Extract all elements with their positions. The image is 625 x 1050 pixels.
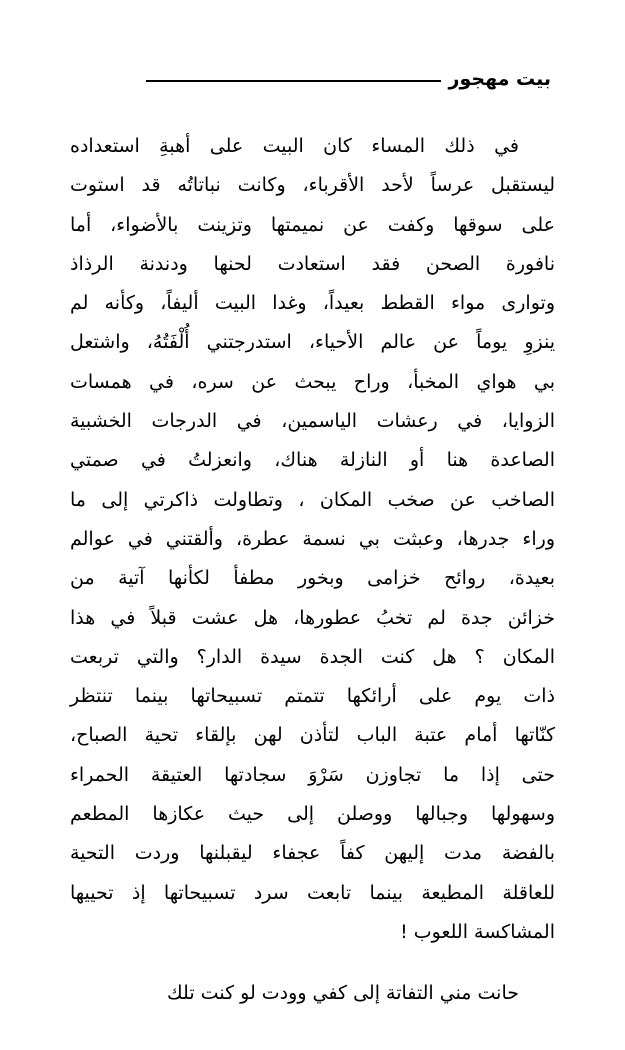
text-line: للعاقلة المطيعة بينما تابعت سرد تسبيحاتها إذ تحييها xyxy=(70,881,555,904)
text-line: بالفضة مدت إليهن كفاً عجفاء ليقبلنها وردت التحية xyxy=(70,842,555,865)
text-line: الصاعدة هنا أو النازلة هناك، وانعزلتُ في صمتي xyxy=(70,449,555,472)
text-line: ليستقبل عرساً لأحد الأقرباء، وكانت نباتاتُه قد استوت xyxy=(70,174,555,197)
body-text xyxy=(70,127,555,1014)
text-line: المشاكسة اللعوب ! xyxy=(400,920,555,943)
text-line: ذات يوم على أرائكها تتمتم تسبيحاتها بينما تنتظر xyxy=(70,685,555,708)
text-line: خزائن جدة لم تخبُ عطورها، هل عشت قبلاً في هذا xyxy=(70,606,555,629)
paragraph-2 xyxy=(70,974,555,1013)
text-line: حانت مني التفاتة إلى كفي وودت لو كنت تلك xyxy=(167,982,519,1005)
text-line: في ذلك المساء كان البيت على أهبةِ استعداده xyxy=(70,135,519,157)
text-line: على سوقها وكفت عن نميمتها وتزينت بالأضواء، أما xyxy=(70,213,555,236)
running-header xyxy=(74,64,551,94)
text-line: بي هواي المخبأ، وراح يبحث عن سره، في همسات xyxy=(70,370,555,393)
text-line: وسهولها وجبالها ووصلن إلى حيث عكازها المطعم xyxy=(70,803,555,826)
text-line: وراء جدرها، وعبثت بي نسمة عطرة، وألقتني في عوالم xyxy=(70,527,555,550)
text-line: كنّاتها أمام عتبة الباب لتأذن لهن بإلقاء تحية الصباح، xyxy=(70,724,555,747)
text-line: الزوايا، في رعشات الياسمين، في الدرجات الخشبية xyxy=(70,410,555,433)
chapter-title: بيت مهجور xyxy=(448,68,551,90)
text-line: حتى إذا ما تجاوزن سَرْوَ سجادتها العتيقة الحمراء xyxy=(70,763,555,786)
text-line: ينزوِ يوماً عن عالم الأحياء، استدرجتني أُلْفَتُهُ، واشتعل xyxy=(70,331,555,354)
text-line: وتوارى مواء القطط بعيداً، وغدا البيت أليفاً، وكأنه لم xyxy=(70,292,555,315)
text-line: المكان ؟ هل كنت الجدة سيدة الدار؟ والتي تربعت xyxy=(70,645,555,668)
paragraph-1 xyxy=(70,127,555,952)
header-rule xyxy=(146,80,441,82)
paragraph-gap xyxy=(70,952,555,974)
text-line: بعيدة، روائح خزامى وبخور مطفأ لكأنها آتية من xyxy=(70,567,555,590)
text-line: نافورة الصحن فقد استعادت لحنها ودندنة الرذاذ xyxy=(70,252,555,275)
text-line: الصاخب عن صخب المكان ، وتطاولت ذاكرتي إلى ما xyxy=(70,488,555,511)
